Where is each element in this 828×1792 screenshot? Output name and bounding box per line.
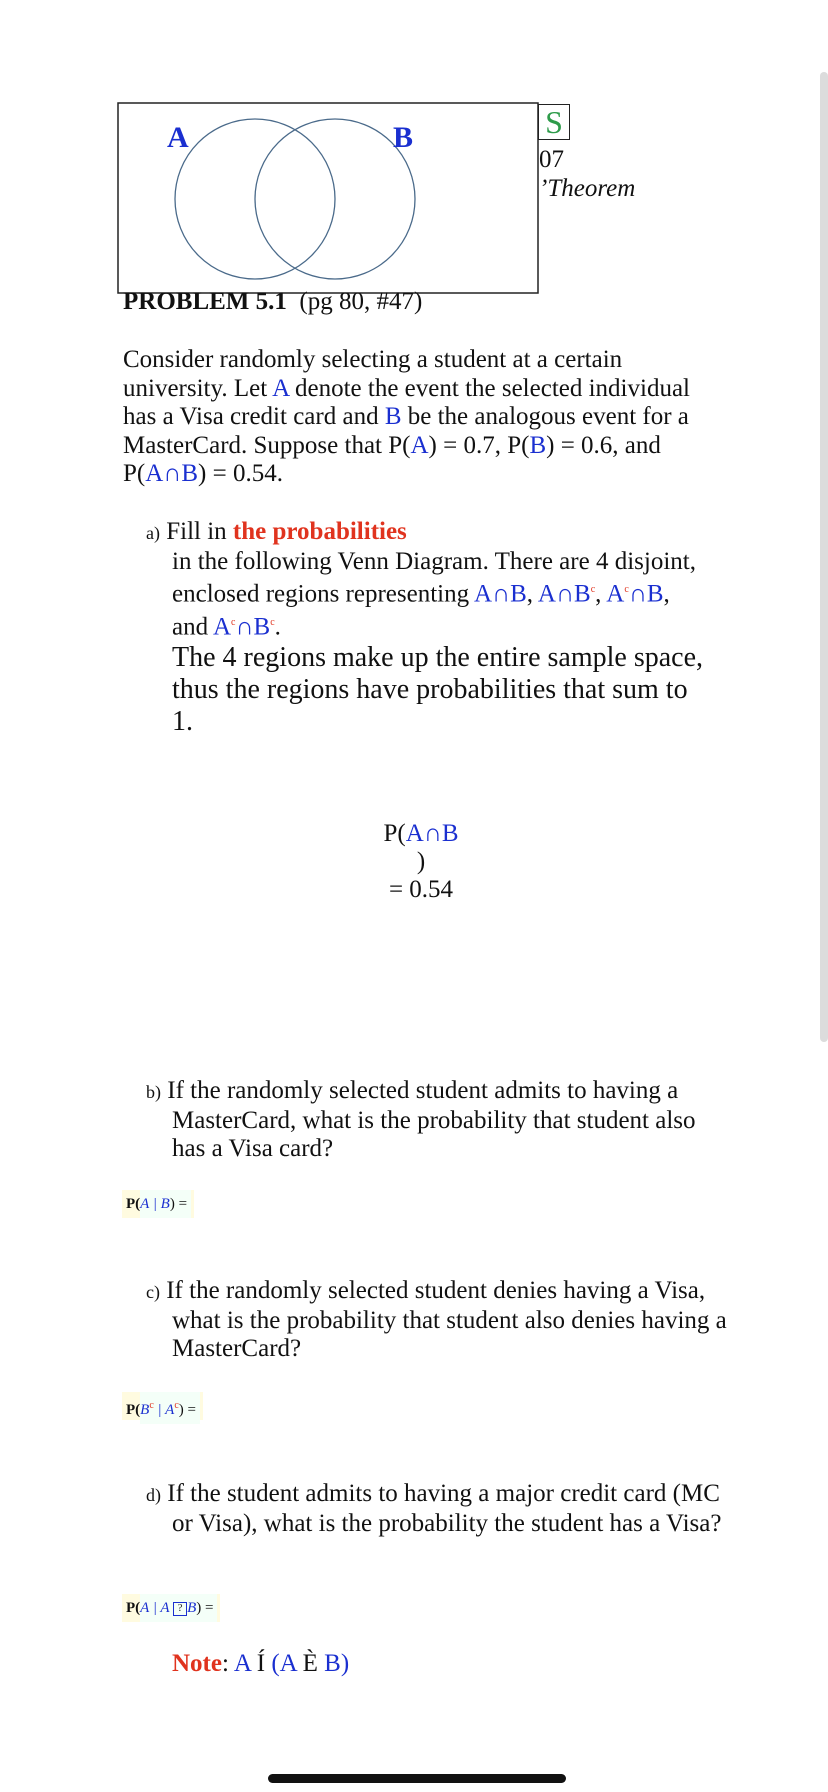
note-label: Note <box>172 1650 222 1677</box>
question-c: c) If the randomly selected student denies having a Visa, what is the probability that student also denies having a MasterCard? <box>146 1277 727 1362</box>
vertical-scrollbar[interactable] <box>820 72 828 1042</box>
question-c-text: If the randomly selected student denies having a Visa, what is the probability that student also denies having a MasterCard? <box>166 1277 727 1362</box>
note: Note: A Í (A È B) <box>172 1650 350 1677</box>
text-fragment: 07 <box>539 146 564 173</box>
problem-title: PROBLEM 5.1 <box>123 288 287 315</box>
venn-label-a: A <box>167 121 189 154</box>
venn-label-b: B <box>393 121 414 154</box>
formula-c: $P(B^c$ | $A^c$) = <box>122 1392 203 1420</box>
venn-label-s: S <box>538 104 570 140</box>
question-letter: a) <box>146 523 160 543</box>
missing-glyph-icon: ? <box>173 1602 187 1616</box>
venn-diagram <box>117 102 541 294</box>
problem-statement: Consider randomly selecting a student at a certain university. Let A denote the event the selected individual has a Visa credit card and B be the analogous event for a MasterCard. Suppose that P(A) = 0.7, P(B) = 0.6, and P(A∩B) = 0.54. <box>123 346 690 487</box>
question-b: b) If the randomly selected student admits to having a MasterCard, what is the probability that student also has a Visa card? <box>146 1077 696 1162</box>
question-a: a) Fill in the probabilities in the following Venn Diagram. There are 4 disjoint, enclosed regions representing A∩B, $A\cap B^c$, $A^c\cap B$, and $A^c\cap B^c$. The 4 regions make up the entire sample space, thus the regions have probabilities that sum to 1. <box>146 518 706 738</box>
intersection-probability-label: P(A∩B ) = 0.54 <box>383 820 459 903</box>
formula-d: P(A | A ? B) = <box>122 1594 220 1622</box>
formula-b: P(A | B) = <box>122 1190 194 1218</box>
problem-source: (pg 80, #47) <box>299 288 423 315</box>
home-indicator[interactable] <box>268 1774 566 1783</box>
question-d: d) If the student admits to having a major credit card (MC or Visa), what is the probability the student has a Visa? <box>146 1480 722 1537</box>
question-a-note: The 4 regions make up the entire sample space, thus the regions have probabilities that sum to 1. <box>172 641 704 737</box>
question-b-text: If the randomly selected student admits to having a MasterCard, what is the probability that student also has a Visa card? <box>167 1077 696 1162</box>
highlight-probabilities: the probabilities <box>232 518 407 545</box>
problem-heading <box>123 288 422 316</box>
text-fragment-theorem: ’Theorem <box>539 175 636 202</box>
question-d-text: If the student admits to having a major credit card (MC or Visa), what is the probability the student has a Visa? <box>167 1480 722 1537</box>
